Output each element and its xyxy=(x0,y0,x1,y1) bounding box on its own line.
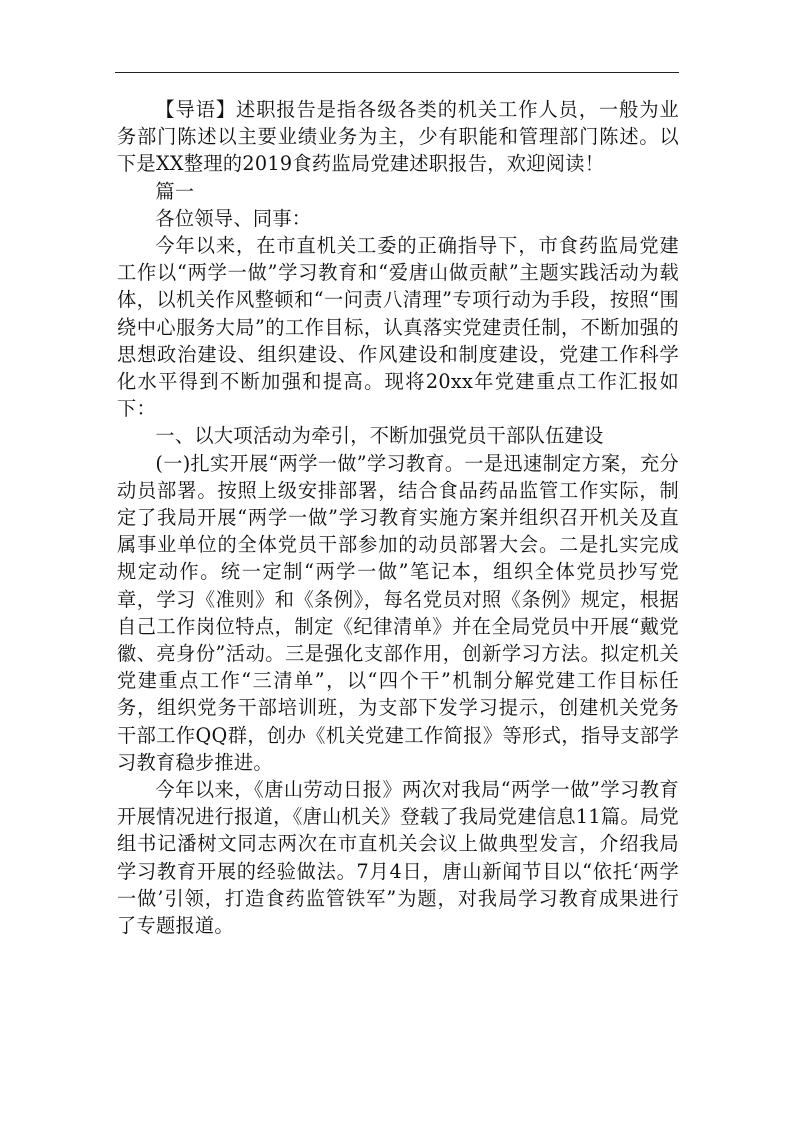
header-rule xyxy=(115,72,679,73)
intro-paragraph: 【导语】述职报告是指各级各类的机关工作人员，一般为业务部门陈述以主要业绩业务为主，少有职能和管理部门陈述。以下是XX整理的2019食药监局党建述职报告，欢迎阅读！ xyxy=(117,98,679,176)
salutation: 各位领导、同事： xyxy=(155,206,312,230)
heading-one: 一、以大项活动为牵引，不断加强党员干部队伍建设 xyxy=(155,424,604,448)
document-body xyxy=(117,96,679,939)
overview-paragraph: 今年以来，在市直机关工委的正确指导下，市食药监局党建工作以“两学一做”学习教育和“爱唐山做贡献”主题实践活动为载体，以机关作风整顿和“一问责八清理”专项行动为手段，按照“围绕中心服务大局”的工作目标，认真落实党建责任制，不断加强的思想政治建设、组织建设、作风建设和制度建设，党建工作科学化水平得到不断加强和提高。现将20xx年党建重点工作汇报如下： xyxy=(117,234,679,421)
subsection-paragraph: (一)扎实开展“两学一做”学习教育。一是迅速制定方案，充分动员部署。按照上级安排部署，结合食品药品监管工作实际，制定了我局开展“两学一做”学习教育实施方案并组织召开机关及直属事业单位的全体党员干部参加的动员部署大会。二是扎实完成规定动作。统一定制“两学一做”笔记本，组织全体党员抄写党章，学习《准则》和《条例》，每名党员对照《条例》规定，根据自己工作岗位特点，制定《纪律清单》并在全局党员中开展“戴党徽、亮身份”活动。三是强化支部作用，创新学习方法。拟定机关党建重点工作“三清单”，以“四个干”机制分解党建工作目标任务，组织党务干部培训班，为支部下发学习提示，创建机关党务干部工作QQ群，创办《机关党建工作简报》等形式，指导支部学习教育稳步推进。 xyxy=(117,451,679,774)
section-title: 篇一 xyxy=(155,179,195,203)
media-report-paragraph: 今年以来，《唐山劳动日报》两次对我局“两学一做”学习教育开展情况进行报道，《唐山机关》登载了我局党建信息11篇。局党组书记潘树文同志两次在市直机关会议上做典型发言，介绍我局学习教育开展的经验做法。7月4日，唐山新闻节目以“依托‘两学一做’引领，打造食药监管铁军”为题，对我局学习教育成果进行了专题报道。 xyxy=(117,778,679,938)
